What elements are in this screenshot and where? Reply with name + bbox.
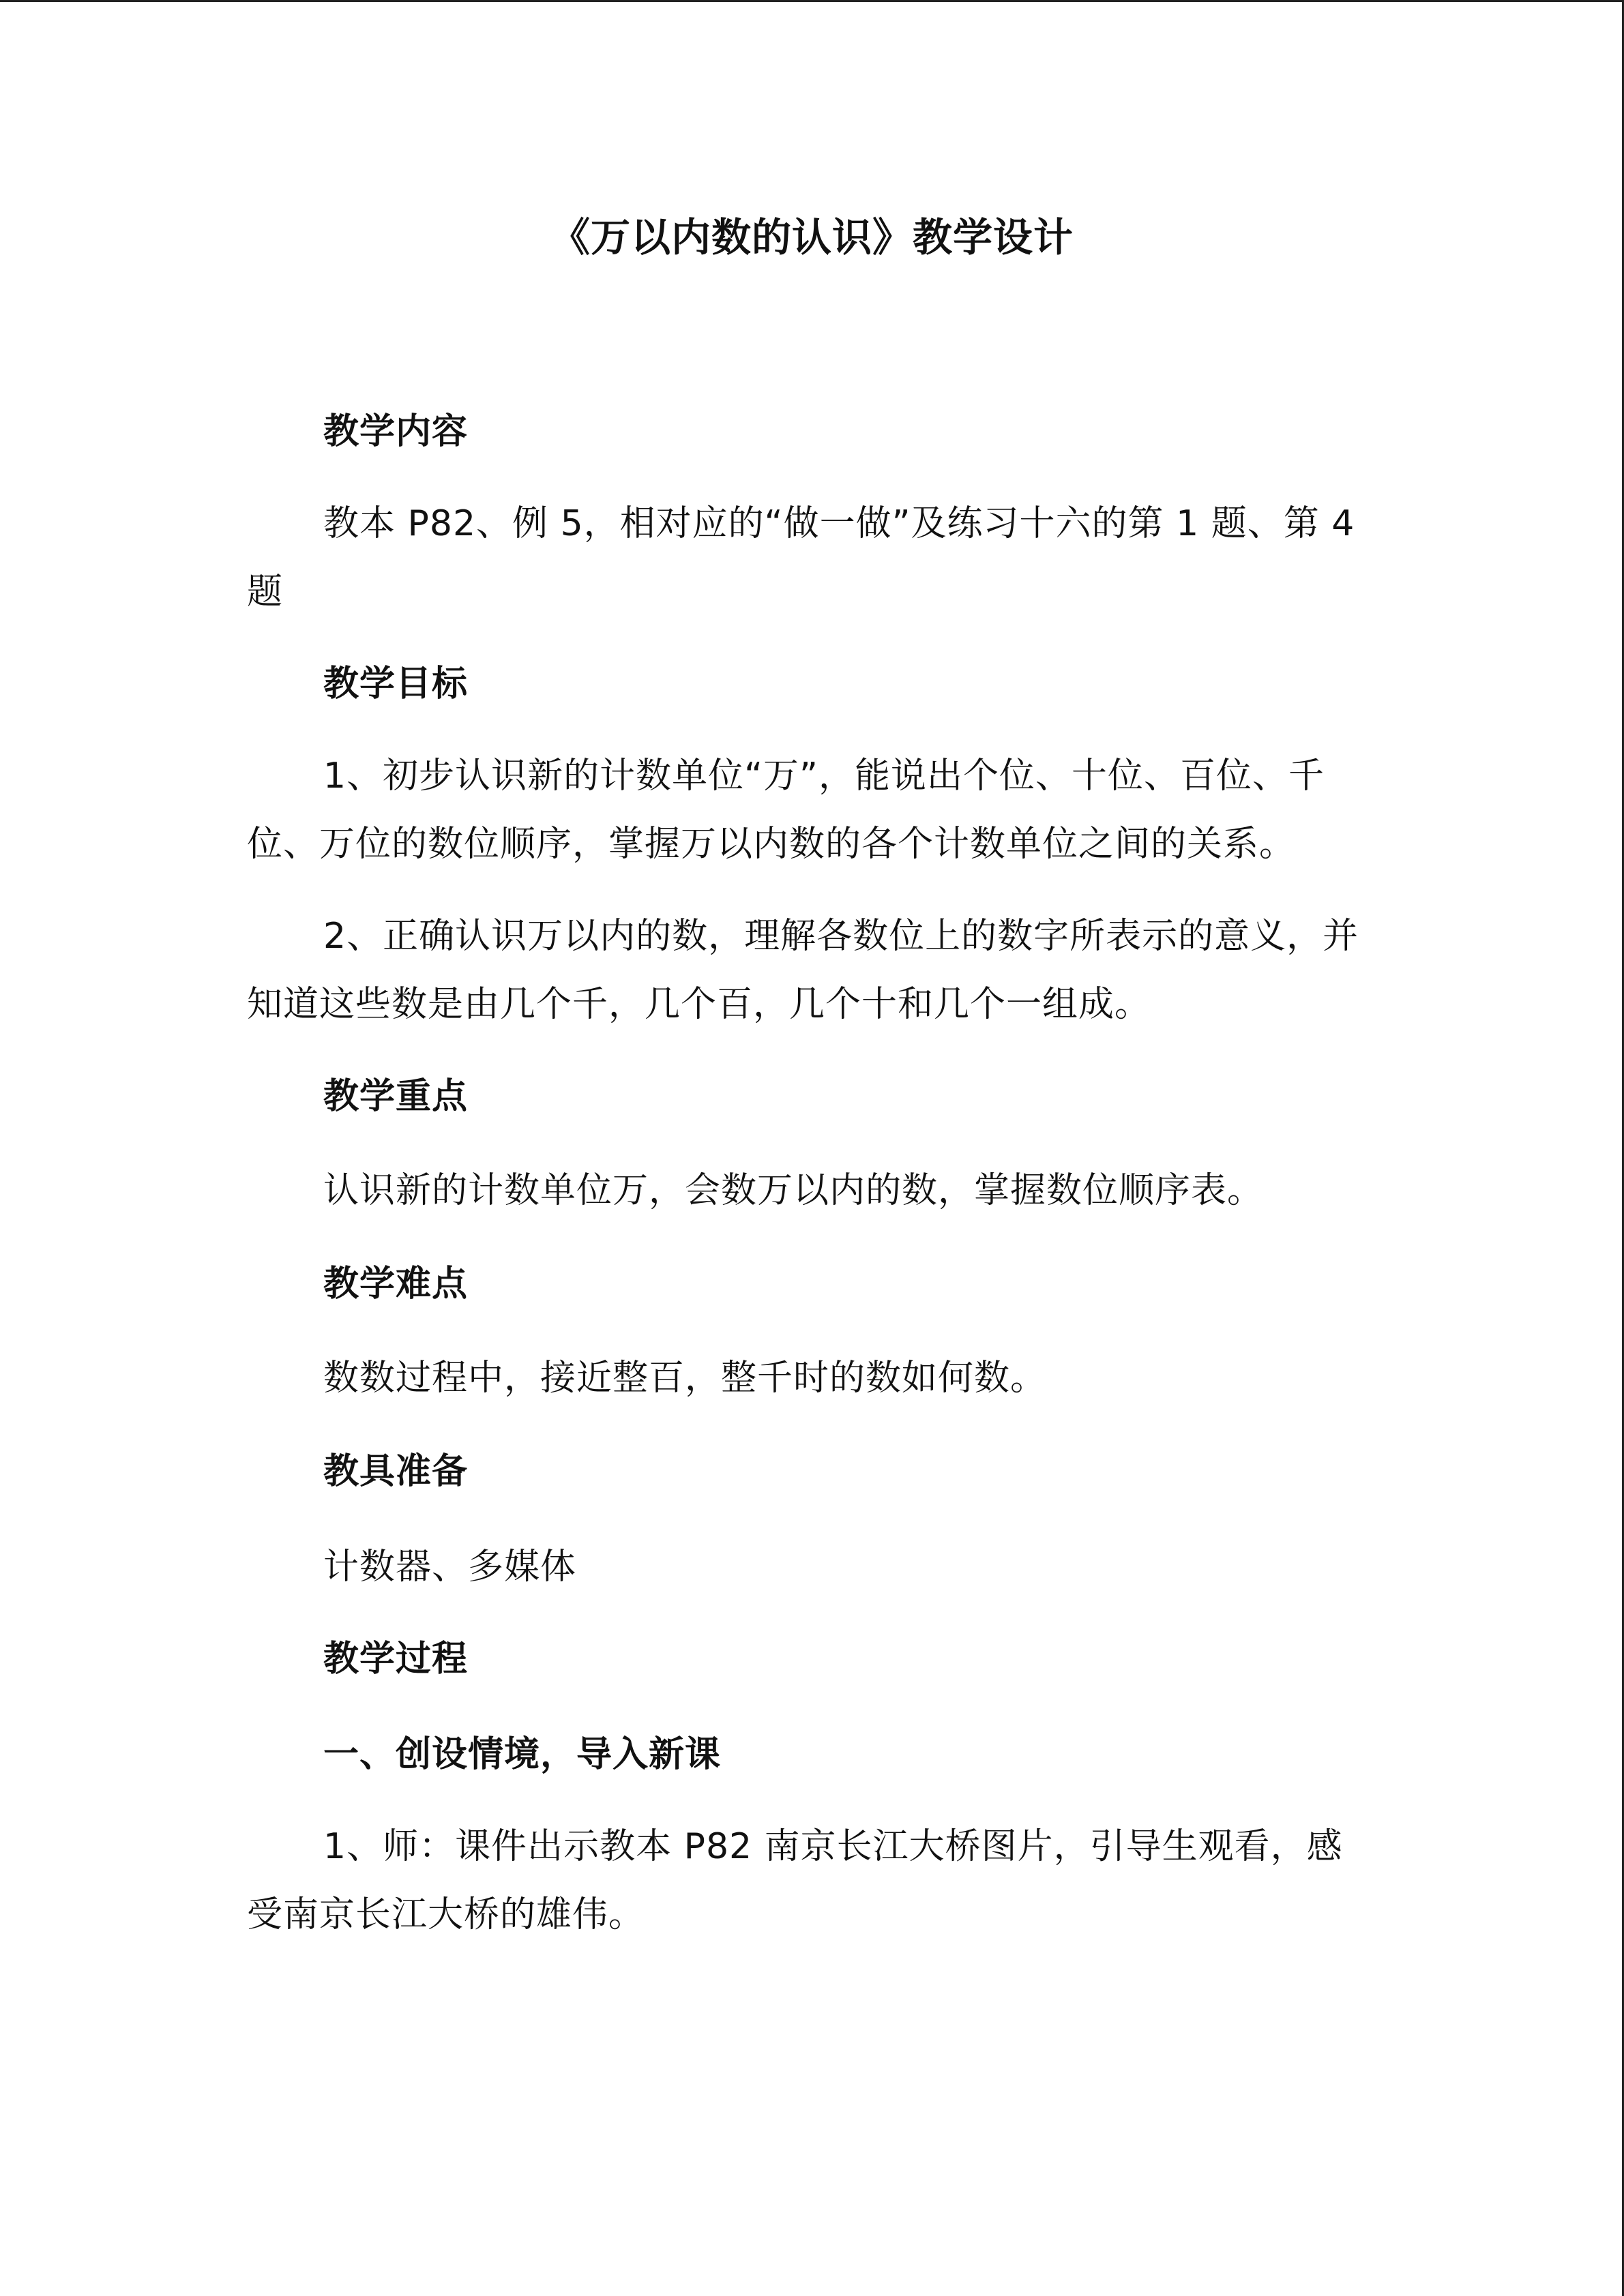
section-heading-key-points: 教学重点 [323, 1076, 469, 1117]
paragraph-step-one: 1、师：课件出示教本 P82 南京长江大桥图片，引导生观看，感受南京长江大桥的雄伟。 [247, 1826, 1343, 1935]
section-heading-content: 教学内容 [323, 411, 469, 452]
section-heading-step-one: 一、创设情境，导入新课 [323, 1734, 722, 1775]
paragraph-content: 教本 P82、例 5，相对应的“做一做”及练习十六的第 1 题、第 4 题 [247, 503, 1355, 612]
section-heading-difficulties: 教学难点 [323, 1264, 469, 1304]
paragraph-key-points: 认识新的计数单位万，会数万以内的数，掌握数位顺序表。 [323, 1170, 1264, 1211]
paragraph-materials: 计数器、多媒体 [323, 1547, 577, 1587]
section-heading-process: 教学过程 [323, 1639, 469, 1680]
paragraph-difficulties: 数数过程中，接近整百，整千时的数如何数。 [323, 1358, 1047, 1399]
paragraph-objective-2: 2、正确认识万以内的数，理解各数位上的数字所表示的意义，并知道这些数是由几个千，几个百，几个十和几个一组成。 [247, 916, 1359, 1025]
section-heading-objectives: 教学目标 [323, 664, 469, 704]
document-title: 《万以内数的认识》教学设计 [550, 214, 1074, 260]
section-heading-materials: 教具准备 [323, 1451, 469, 1492]
paragraph-objective-1: 1、初步认识新的计数单位“万”，能说出个位、十位、百位、千位、万位的数位顺序，掌握万以内数的各个计数单位之间的关系。 [247, 756, 1325, 865]
